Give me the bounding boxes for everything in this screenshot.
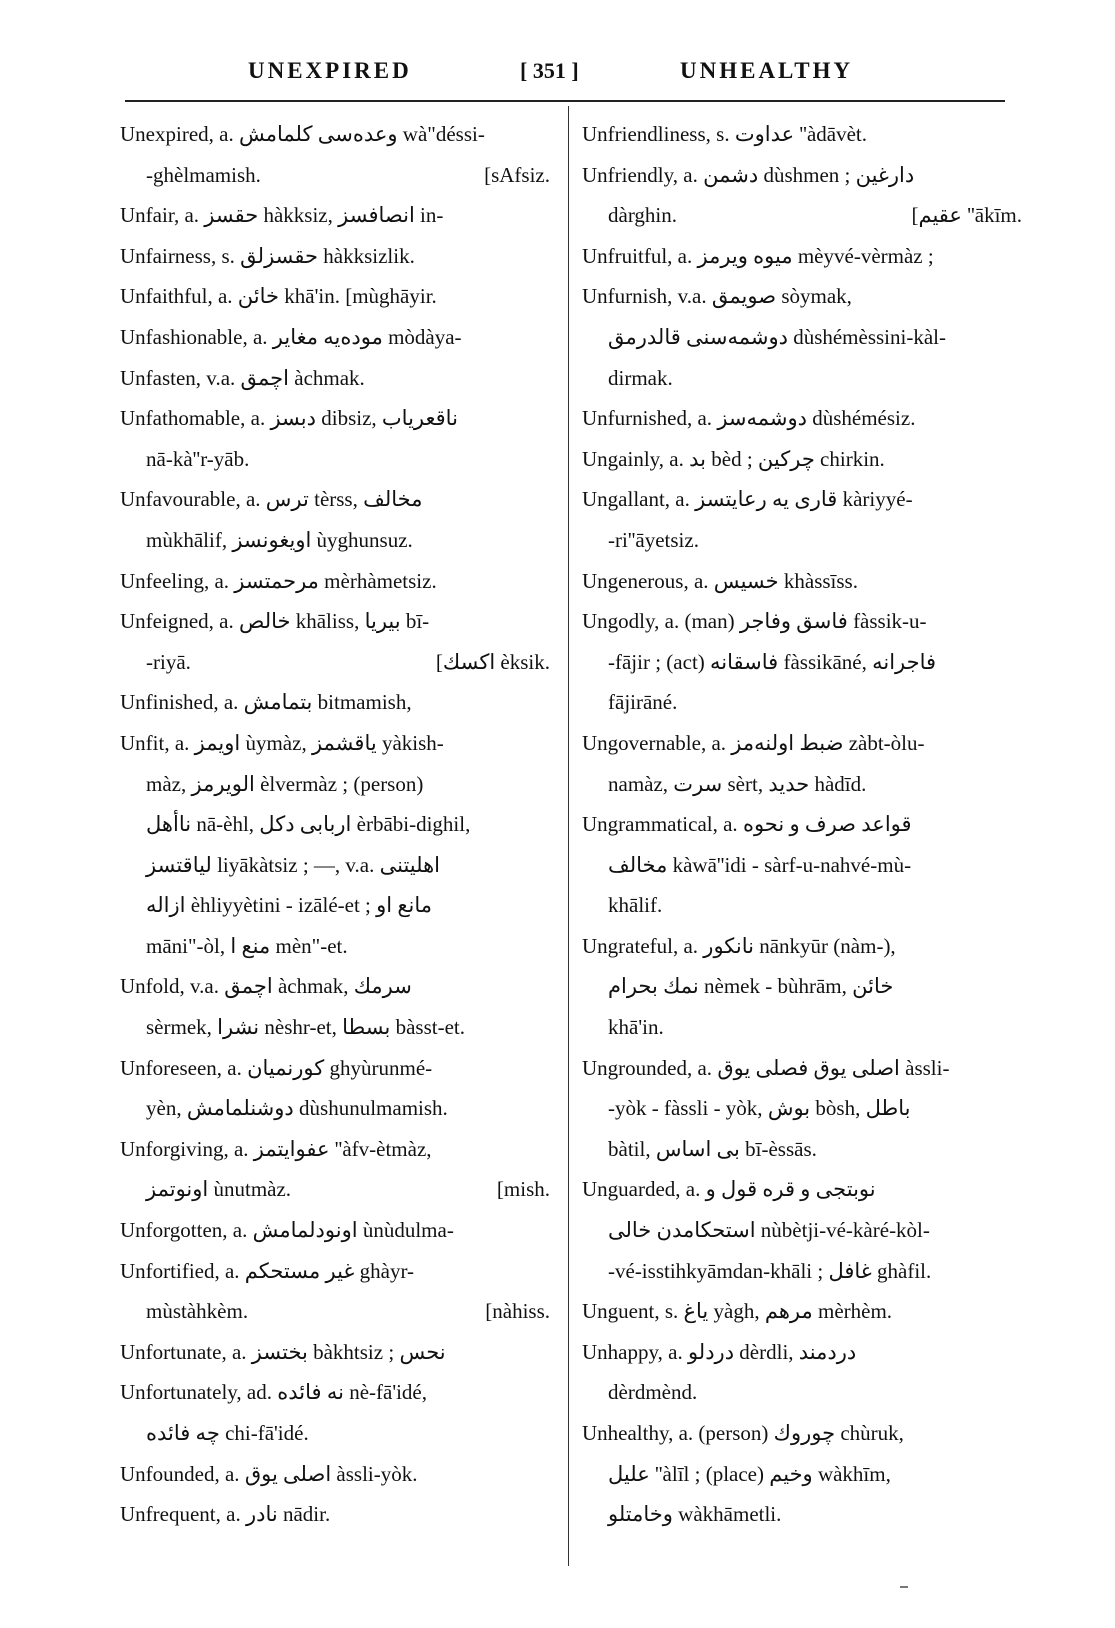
entry-line (120, 885, 550, 926)
entry-text: dèrdmènd. (608, 1380, 698, 1405)
entry-text: Unguent, s. یاغ yàgh, مرهم mèrhèm. (582, 1299, 893, 1324)
entry-line (582, 1494, 1022, 1535)
entry-text: khālif. (608, 893, 663, 918)
entry-line (120, 682, 550, 723)
entry-line (120, 195, 550, 236)
entry-text: Unfortunately, ad. نه فائده nè-fā'idé, (120, 1380, 428, 1405)
entry-text: مخالف kàwā''idi - sàrf-u-nahvé-mù- (608, 852, 912, 877)
entry-line (582, 885, 1022, 926)
entry-text: mùstàhkèm. (146, 1299, 249, 1324)
entry-line (120, 439, 550, 480)
entry-text: Unguarded, a. نوبتجی و قره قول و (582, 1177, 876, 1202)
entry-line (120, 1454, 550, 1495)
entry-text: yèn, دوشنلمامش dùshunulmamish. (146, 1096, 448, 1121)
entry-runover: [عقیم ''ākīm. (911, 203, 1022, 228)
entry-text: استحکامدن خالی nùbètji-vé-kàré-kòl- (608, 1218, 930, 1243)
entry-line (582, 358, 1022, 399)
entry-line (582, 1251, 1022, 1292)
page-header (120, 52, 1000, 92)
entry-text: Unfurnish, v.a. صویمق sòymak, (582, 284, 852, 309)
entry-line (582, 642, 1022, 683)
entry-line (120, 926, 550, 967)
entry-line (582, 845, 1022, 886)
entry-text: Ungrounded, a. اصلی یوق فصلی یوق àssli- (582, 1055, 950, 1080)
entry-text: Unfruitful, a. میوه ویرمز mèyvé-vèrmàz ; (582, 243, 934, 268)
entry-text: Unfrequent, a. نادر nādir. (120, 1502, 331, 1527)
entry-line (120, 236, 550, 277)
entry-line (120, 601, 550, 642)
entry-text: bàtil, بی اساس bī-èssās. (608, 1136, 817, 1161)
entry-text: علیل ''àlīl ; (place) وخیم wàkhīm, (608, 1461, 891, 1486)
entry-line (582, 601, 1022, 642)
entry-line (120, 1251, 550, 1292)
entry-text: Unfashionable, a. مودەیە مغایر mòdàya- (120, 324, 462, 349)
entry-text: وخامتلو wàkhāmetli. (608, 1502, 782, 1527)
entry-text: Unfaithful, a. خائن khā'in. [mùghāyir. (120, 284, 437, 309)
entry-runover: [اکسك èksik. (435, 649, 550, 674)
entry-text: Ungenerous, a. خسیس khàssīss. (582, 568, 858, 593)
column-divider (568, 106, 569, 1566)
entry-text: Ungovernable, a. ضبط اولنەمز zàbt-òlu- (582, 730, 925, 755)
entry-line (582, 1169, 1022, 1210)
entry-text: Unfasten, v.a. اچمق àchmak. (120, 365, 365, 390)
entry-text: Unforeseen, a. کورنمیان ghyùrunmé- (120, 1055, 433, 1080)
entry-line (582, 561, 1022, 602)
entry-line (120, 479, 550, 520)
entry-text: -vé-isstihkyāmdan-khāli ; غافل ghàfil. (608, 1258, 932, 1283)
entry-text: khā'in. (608, 1015, 664, 1040)
entry-text: sèrmek, نشرا nèshr-et, بسطا bàsst-et. (146, 1015, 465, 1040)
entry-text: Ungallant, a. قاری یه رعایتسز kàriyyé- (582, 487, 913, 512)
entry-line (582, 1007, 1022, 1048)
entry-line (582, 723, 1022, 764)
entry-line (120, 520, 550, 561)
entry-line (120, 1129, 550, 1170)
entry-text: نمك بحرام nèmek - bùhrām, خائن (608, 974, 894, 999)
entry-line (582, 276, 1022, 317)
entry-text: Unhappy, a. دردلو dèrdli, دردمند (582, 1339, 857, 1364)
entry-line (582, 682, 1022, 723)
entry-line (582, 1048, 1022, 1089)
entry-text: Unhealthy, a. (person) چوروك chùruk, (582, 1421, 904, 1445)
entry-text: nā-kà''r-yāb. (146, 446, 250, 471)
entry-line (120, 642, 550, 683)
entry-text: Unfounded, a. اصلی یوق àssli-yòk. (120, 1461, 418, 1486)
entry-line (120, 155, 550, 196)
entry-line (120, 1048, 550, 1089)
entry-line (120, 1332, 550, 1373)
entry-text: Unfurnished, a. دوشمەسز dùshémésiz. (582, 406, 916, 431)
entry-line (582, 764, 1022, 805)
entry-line (582, 439, 1022, 480)
entry-line (120, 358, 550, 399)
header-right-guideword: UNHEALTHY (680, 58, 854, 83)
header-left-guideword: UNEXPIRED (248, 58, 412, 83)
entry-line (582, 966, 1022, 1007)
entry-line (120, 845, 550, 886)
entry-line (120, 1007, 550, 1048)
entry-text: Unfeeling, a. مرحمتسز mèrhàmetsiz. (120, 568, 437, 593)
entry-text: Unfriendly, a. دشمن dùshmen ; دارغین (582, 162, 915, 187)
entry-text: -ri''āyetsiz. (608, 527, 699, 552)
left-column (120, 114, 550, 1535)
entry-text: Unfavourable, a. ترس tèrss, مخالف (120, 487, 423, 512)
entry-text: Unfortified, a. غیر مستحکم ghàyr- (120, 1258, 415, 1283)
entry-line (582, 195, 1022, 236)
entry-runover: [mish. (496, 1177, 550, 1202)
entry-text: ازاله èhliyyètini - izālé-et ; مانع او (146, 893, 433, 918)
entry-line (120, 1494, 550, 1535)
entry-text: dàrghin. (608, 203, 678, 228)
entry-text: Ungainly, a. بد bèd ; چرکین chirkin. (582, 446, 885, 471)
entry-text: چه فائده chi-fā'idé. (146, 1421, 309, 1445)
entry-line (120, 1413, 550, 1454)
entry-line (582, 1332, 1022, 1373)
entry-text: Unfit, a. اویمز ùymàz, یاقشمز yàkish- (120, 730, 444, 755)
entry-line (120, 764, 550, 805)
entry-runover: [sAfsiz. (484, 162, 550, 187)
entry-line (582, 1291, 1022, 1332)
entry-line (582, 155, 1022, 196)
entry-line (120, 723, 550, 764)
entry-runover: [nàhiss. (485, 1299, 550, 1324)
entry-line (582, 1088, 1022, 1129)
entry-line (120, 1210, 550, 1251)
entry-text: māni"-òl, منع ا mèn"-et. (146, 933, 348, 958)
entry-text: Unfeigned, a. خالص khāliss, بیریا bī- (120, 609, 430, 634)
entry-line (582, 479, 1022, 520)
header-rule (125, 100, 1005, 102)
entry-text: Unforgotten, a. اونودلمامش ùnùdulma- (120, 1218, 454, 1243)
entry-text: -yòk - fàssli - yòk, بوش bòsh, باطل (608, 1096, 911, 1121)
entry-line (582, 926, 1022, 967)
entry-text: Ungrateful, a. نانکور nānkyūr (nàm-), (582, 933, 896, 958)
entry-line (120, 804, 550, 845)
entry-text: اونوتمز ùnutmàz. (146, 1177, 292, 1202)
entry-line (120, 114, 550, 155)
entry-text: -riyā. (146, 649, 191, 674)
entry-text: fājirāné. (608, 690, 678, 715)
right-column (582, 114, 1022, 1535)
entry-line (120, 317, 550, 358)
entry-text: Unfortunate, a. بختسز bàkhtsiz ; نحس (120, 1339, 446, 1364)
entry-text: Unfair, a. حقسز hàkksiz, انصافسز in- (120, 203, 444, 228)
entry-line (120, 561, 550, 602)
entry-line (582, 398, 1022, 439)
entry-text: Ungrammatical, a. قواعد صرف و نحوه (582, 812, 912, 837)
entry-text: دوشمەسنی قالدرمق dùshémèssini-kàl- (608, 324, 946, 349)
entry-text: Unfathomable, a. دبسز dibsiz, ناقعریاب (120, 406, 458, 431)
entry-line (582, 1129, 1022, 1170)
entry-line (120, 276, 550, 317)
entry-text: -ghèlmamish. (146, 162, 261, 187)
entry-text: mùkhālif, اویغونسز ùyghunsuz. (146, 527, 413, 552)
entry-line (120, 966, 550, 1007)
entry-line (582, 317, 1022, 358)
entry-line (582, 1454, 1022, 1495)
entry-line (582, 804, 1022, 845)
entry-line (120, 398, 550, 439)
entry-text: ناأهل nā-èhl, اربابی دکل èrbābi-dighil, (146, 812, 471, 837)
entry-text: dirmak. (608, 365, 673, 390)
entry-line (582, 1413, 1022, 1454)
entry-line (582, 236, 1022, 277)
entry-text: Ungodly, a. (man) فاسق وفاجر fàssik-u- (582, 609, 927, 634)
entry-text: Unfold, v.a. اچمق àchmak, سرمك (120, 974, 412, 999)
entry-line (120, 1169, 550, 1210)
entry-text: namàz, سرت sèrt, حدید hàdīd. (608, 771, 867, 796)
entry-line (582, 114, 1022, 155)
entry-line (120, 1088, 550, 1129)
entry-text: Unfinished, a. بتمامش bitmamish, (120, 690, 412, 715)
entry-line (582, 1372, 1022, 1413)
entry-text: Unfriendliness, s. عداوت ''àdāvèt. (582, 122, 868, 146)
entry-line (120, 1372, 550, 1413)
entry-text: Unfairness, s. حقسزلق hàkksizlik. (120, 243, 415, 268)
entry-text: Unexpired, a. وعدەسی کلمامش wà"déssi- (120, 122, 485, 146)
entry-line (120, 1291, 550, 1332)
footer-mark (900, 1586, 908, 1588)
entry-text: màz, الویرمز èlvermàz ; (person) (146, 771, 424, 796)
entry-line (582, 520, 1022, 561)
entry-line (582, 1210, 1022, 1251)
entry-text: -fājir ; (act) فاسقانه fàssikāné, فاجرانه (608, 649, 937, 674)
entry-text: لیاقتسز liyākàtsiz ; —, v.a. اهلیتنی (146, 852, 440, 877)
page-number: [ 351 ] (520, 58, 579, 83)
entry-text: Unforgiving, a. عفوایتمز ''àfv-ètmàz, (120, 1136, 432, 1161)
